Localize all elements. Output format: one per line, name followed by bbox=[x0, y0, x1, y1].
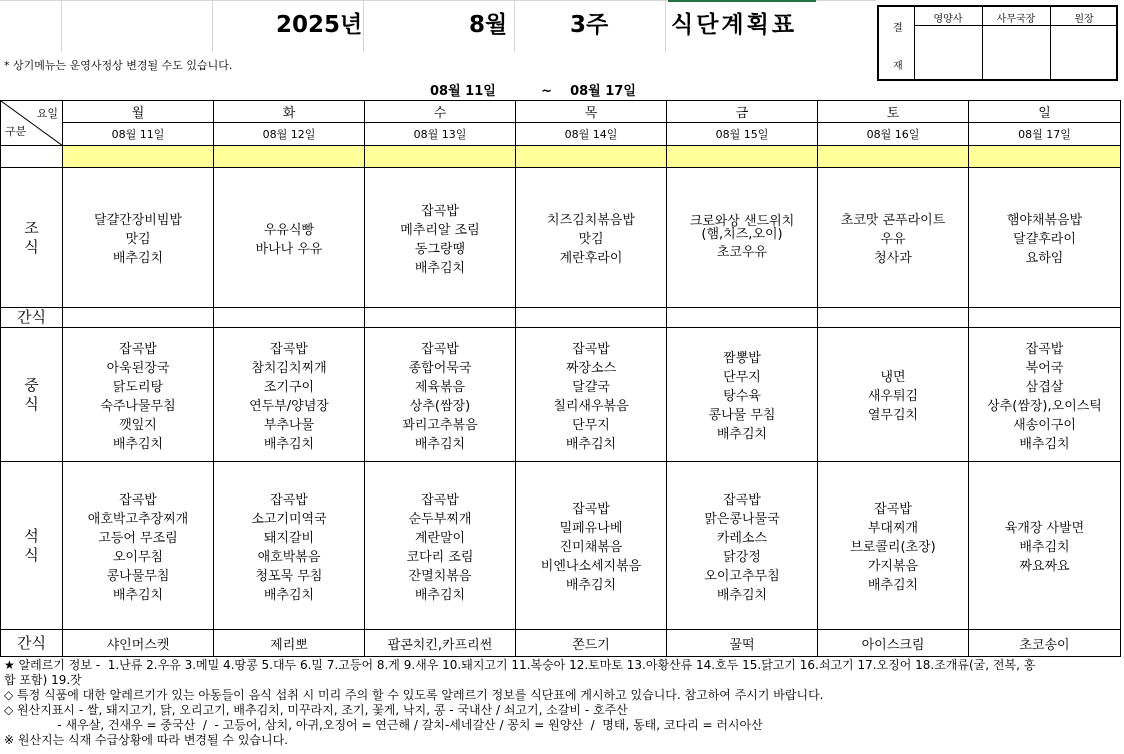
page-title: 식단계획표 bbox=[671, 12, 798, 38]
dinner-item: 계란말이 bbox=[414, 530, 466, 546]
dinner-item: 돼지갈비 bbox=[263, 530, 315, 546]
breakfast-item: 요하임 bbox=[1025, 251, 1064, 266]
lunch-item: 짜장소스 bbox=[565, 360, 617, 376]
lunch-item: 냉면 bbox=[880, 370, 906, 385]
date-header: 08월 16일 bbox=[818, 123, 969, 146]
lunch-item: 칠리새우볶음 bbox=[553, 398, 629, 414]
breakfast-item: 달걀간장비빔밥 bbox=[94, 213, 182, 228]
breakfast-cell[interactable] bbox=[365, 168, 516, 308]
gridline bbox=[212, 0, 213, 52]
highlight-cell[interactable] bbox=[214, 146, 365, 168]
snack2-cell[interactable]: 샤인머스켓 bbox=[63, 630, 214, 657]
lunch-item: 탕수육 bbox=[723, 389, 761, 404]
lunch-item: 깻잎지 bbox=[119, 417, 157, 433]
highlight-cell[interactable] bbox=[969, 146, 1121, 168]
lunch-item: 배추김치 bbox=[716, 427, 768, 442]
dinner-label: 석 식 bbox=[1, 462, 63, 630]
snack2-cell[interactable]: 초코송이 bbox=[969, 630, 1121, 657]
gridline bbox=[363, 0, 364, 52]
snack1-cell[interactable] bbox=[516, 308, 667, 328]
lunch-cell[interactable] bbox=[667, 328, 818, 462]
date-header: 08월 11일 bbox=[63, 123, 214, 146]
breakfast-item: 배추김치 bbox=[112, 251, 164, 266]
gridline bbox=[665, 0, 666, 52]
dinner-item: 진미채볶음 bbox=[559, 540, 623, 555]
snack2-label: 간식 bbox=[1, 630, 63, 657]
year-label: 2025년 bbox=[276, 12, 363, 38]
dinner-item: 잡곡밥 bbox=[119, 492, 157, 508]
note-line: ◇ 원산지표시 - 쌀, 돼지고기, 닭, 오리고기, 배추김치, 미꾸라지, 조기, 꽃게, 낙지, 콩 - 국내산 / 쇠고기, 소갈비 - 호주산 bbox=[4, 703, 628, 717]
lunch-cell[interactable] bbox=[214, 328, 365, 462]
breakfast-cell[interactable] bbox=[667, 168, 818, 308]
date-header: 08월 14일 bbox=[516, 123, 667, 146]
lunch-item: 조기구이 bbox=[263, 379, 315, 395]
lunch-item: 종합어묵국 bbox=[408, 360, 472, 376]
notes-section bbox=[4, 658, 1035, 748]
week-label: 3주 bbox=[570, 12, 609, 38]
approval-role-nutritionist: 영양사 bbox=[933, 14, 963, 25]
corner-day-label: 요일 bbox=[36, 107, 58, 120]
date-header: 08월 13일 bbox=[365, 123, 516, 146]
dinner-cell[interactable] bbox=[969, 462, 1121, 630]
dinner-cell[interactable] bbox=[667, 462, 818, 630]
breakfast-item: 맛김 bbox=[125, 232, 151, 247]
lunch-item: 잡곡밥 bbox=[421, 341, 459, 357]
breakfast-item: 크로와상 샌드위치 (햄,치즈,오이) bbox=[689, 214, 795, 242]
breakfast-item: 달걀후라이 bbox=[1013, 232, 1076, 247]
breakfast-item: 우유 bbox=[880, 232, 906, 247]
dinner-item: 밀페유나베 bbox=[559, 521, 623, 536]
day-header: 금 bbox=[667, 101, 818, 123]
highlight-cell[interactable] bbox=[365, 146, 516, 168]
dinner-item: 브로콜리(초장) bbox=[850, 540, 936, 555]
lunch-item: 열무김치 bbox=[867, 408, 919, 423]
approval-role-director: 원장 bbox=[1074, 14, 1094, 25]
lunch-item: 연두부/양념장 bbox=[249, 398, 329, 414]
dinner-item: 짜요짜요 bbox=[1019, 559, 1070, 574]
lunch-item: 참치김치찌개 bbox=[251, 360, 327, 376]
lunch-item: 잡곡밥 bbox=[270, 341, 308, 357]
approval-role-manager: 사무국장 bbox=[996, 14, 1036, 25]
note-line: - 새우살, 건새우 = 중국산 / - 고등어, 삼치, 아귀,오징어 = 연근해 / 갈치-세네갈산 / 꽁치 = 원양산 / 명태, 동태, 코다리 = 러시아산 bbox=[4, 718, 763, 732]
snack1-cell[interactable] bbox=[365, 308, 516, 328]
lunch-cell[interactable] bbox=[365, 328, 516, 462]
dinner-item: 잡곡밥 bbox=[270, 492, 308, 508]
lunch-item: 상추(쌈장) bbox=[409, 398, 471, 414]
breakfast-item: 청사과 bbox=[874, 251, 912, 266]
lunch-item: 배추김치 bbox=[112, 436, 164, 452]
approval-label-top: 결 bbox=[893, 23, 903, 34]
dinner-cell[interactable] bbox=[818, 462, 969, 630]
dinner-cell[interactable] bbox=[365, 462, 516, 630]
dinner-item: 순두부찌개 bbox=[408, 511, 472, 527]
dinner-item: 잡곡밥 bbox=[874, 502, 912, 517]
corner-header-cell bbox=[1, 101, 63, 146]
breakfast-item: 배추김치 bbox=[414, 260, 466, 276]
dinner-item: 콩나물무침 bbox=[106, 568, 170, 584]
approval-label-bottom: 재 bbox=[893, 61, 903, 72]
breakfast-cell[interactable] bbox=[969, 168, 1121, 308]
selected-column-marker bbox=[668, 0, 816, 2]
lunch-label: 중 식 bbox=[1, 328, 63, 462]
lunch-item: 배추김치 bbox=[263, 436, 315, 452]
breakfast-cell[interactable] bbox=[63, 168, 214, 308]
breakfast-cell[interactable] bbox=[516, 168, 667, 308]
breakfast-item: 초코맛 콘푸라이트 bbox=[840, 213, 946, 228]
breakfast-cell[interactable] bbox=[818, 168, 969, 308]
dinner-item: 닭강정 bbox=[723, 549, 761, 565]
highlight-cell[interactable] bbox=[667, 146, 818, 168]
dinner-item: 육개장 사발면 bbox=[1004, 521, 1085, 536]
dinner-item: 고등어 무조림 bbox=[98, 530, 178, 546]
date-header: 08월 15일 bbox=[667, 123, 818, 146]
lunch-item: 새우튀김 bbox=[867, 389, 919, 404]
note-line: ◇ 특정 식품에 대한 알레르기가 있는 아동들이 음식 섭취 시 미리 주의 할 수 있도록 알레르기 정보를 식단표에 게시하고 있습니다. 참고하여 주시기 바랍니다. bbox=[4, 688, 824, 702]
dinner-item: 카레소스 bbox=[716, 530, 768, 546]
date-range: 08월 11일 ~ 08월 17일 bbox=[430, 84, 636, 99]
breakfast-cell[interactable] bbox=[214, 168, 365, 308]
dinner-item: 잔멸치볶음 bbox=[408, 568, 472, 584]
dinner-item: 배추김치 bbox=[112, 587, 164, 603]
snack1-cell[interactable] bbox=[818, 308, 969, 328]
day-header: 월 bbox=[63, 101, 214, 123]
lunch-item: 단무지 bbox=[723, 370, 761, 385]
breakfast-item: 햄야채볶음밥 bbox=[1006, 213, 1083, 228]
approval-sign-cell[interactable] bbox=[915, 26, 982, 78]
dinner-cell[interactable] bbox=[516, 462, 667, 630]
breakfast-item: 맛김 bbox=[578, 232, 604, 247]
highlight-cell[interactable] bbox=[63, 146, 214, 168]
lunch-cell[interactable] bbox=[969, 328, 1121, 462]
date-header: 08월 17일 bbox=[969, 123, 1121, 146]
lunch-item: 짬뽕밥 bbox=[723, 351, 761, 366]
note-line: ★ 알레르기 정보 - 1.난류 2.우유 3.메밀 4.땅콩 5.대두 6.밀 7.고등어 8.게 9.새우 10.돼지고기 11.복숭아 12.토마토 13.아황산류 14.호두 15.닭고기 16.쇠고기 17.오징어 18.조개류(굴, 전복, 홍 bbox=[4, 658, 1036, 672]
day-header: 화 bbox=[214, 101, 365, 123]
note-line: 합 포함) 19.잣 bbox=[4, 673, 82, 687]
dinner-item: 배추김치 bbox=[716, 587, 768, 603]
snack2-cell[interactable]: 팝콘치킨,카프리썬 bbox=[365, 630, 516, 657]
day-header: 목 bbox=[516, 101, 667, 123]
dinner-item: 애호박볶음 bbox=[257, 549, 321, 565]
lunch-item: 북어국 bbox=[1025, 360, 1064, 376]
breakfast-item: 우유식빵 bbox=[263, 222, 315, 238]
dinner-item: 잡곡밥 bbox=[421, 492, 459, 508]
snack2-cell[interactable]: 아이스크림 bbox=[818, 630, 969, 657]
lunch-item: 달걀국 bbox=[572, 379, 610, 395]
dinner-item: 청포묵 무침 bbox=[255, 568, 323, 584]
dinner-item: 잡곡밥 bbox=[572, 502, 610, 517]
lunch-item: 아욱된장국 bbox=[106, 360, 170, 376]
snack2-cell[interactable]: 제리뽀 bbox=[214, 630, 365, 657]
highlight-cell[interactable] bbox=[818, 146, 969, 168]
day-header: 일 bbox=[969, 101, 1121, 123]
dinner-cell[interactable] bbox=[214, 462, 365, 630]
snack1-cell[interactable] bbox=[667, 308, 818, 328]
lunch-item: 잡곡밥 bbox=[119, 341, 157, 357]
menu-change-note: * 상기메뉴는 운영사정상 변경될 수도 있습니다. bbox=[4, 59, 233, 72]
dinner-item: 맑은콩나물국 bbox=[704, 511, 780, 527]
lunch-item: 배추김치 bbox=[1019, 436, 1070, 452]
lunch-item: 제육볶음 bbox=[414, 379, 466, 395]
lunch-cell[interactable] bbox=[63, 328, 214, 462]
lunch-item: 숙주나물무침 bbox=[100, 398, 176, 414]
dinner-item: 배추김치 bbox=[867, 578, 919, 593]
lunch-item: 콩나물 무침 bbox=[708, 408, 776, 423]
dinner-item: 배추김치 bbox=[414, 587, 466, 603]
lunch-item: 꽈리고추볶음 bbox=[402, 417, 478, 433]
lunch-item: 단무지 bbox=[572, 417, 610, 433]
highlight-cell[interactable] bbox=[516, 146, 667, 168]
dinner-item: 배추김치 bbox=[263, 587, 315, 603]
breakfast-item: 동그랑땡 bbox=[414, 241, 466, 257]
lunch-item: 배추김치 bbox=[565, 436, 617, 452]
gridline bbox=[514, 0, 515, 52]
breakfast-item: 잡곡밥 bbox=[421, 203, 459, 219]
dinner-cell[interactable] bbox=[63, 462, 214, 630]
month-label: 8월 bbox=[469, 12, 508, 38]
dinner-item: 오이무침 bbox=[112, 549, 164, 565]
approval-box bbox=[877, 5, 1118, 81]
meal-plan-table bbox=[0, 100, 1121, 657]
lunch-item: 잡곡밥 bbox=[1025, 341, 1064, 357]
dinner-item: 애호박고추장찌개 bbox=[87, 511, 189, 527]
day-header: 수 bbox=[365, 101, 516, 123]
breakfast-item: 계란후라이 bbox=[559, 251, 623, 266]
breakfast-item: 바나나 우유 bbox=[255, 241, 323, 257]
snack1-cell[interactable] bbox=[63, 308, 214, 328]
lunch-cell[interactable] bbox=[516, 328, 667, 462]
empty-cell bbox=[1, 146, 63, 168]
corner-category-label: 구분 bbox=[5, 125, 27, 138]
breakfast-item: 메추리알 조림 bbox=[400, 222, 480, 238]
dinner-item: 잡곡밥 bbox=[723, 492, 761, 508]
lunch-item: 잡곡밥 bbox=[572, 341, 610, 357]
breakfast-item: 초코우유 bbox=[716, 245, 768, 260]
dinner-item: 오이고추무침 bbox=[704, 568, 780, 584]
dinner-item: 배추김치 bbox=[1019, 540, 1070, 555]
snack2-cell[interactable]: 꿀떡 bbox=[667, 630, 818, 657]
approval-sign-cell[interactable] bbox=[1051, 26, 1118, 78]
dinner-item: 비엔나소세지볶음 bbox=[540, 559, 642, 574]
dinner-item: 가지볶음 bbox=[867, 559, 919, 574]
lunch-cell[interactable] bbox=[818, 328, 969, 462]
gridline bbox=[61, 0, 62, 52]
lunch-item: 상추(쌈장),오이스틱 bbox=[987, 398, 1102, 414]
snack1-label: 간식 bbox=[1, 308, 63, 328]
approval-sign-cell[interactable] bbox=[983, 26, 1050, 78]
dinner-item: 배추김치 bbox=[565, 578, 617, 593]
snack1-cell[interactable] bbox=[214, 308, 365, 328]
lunch-item: 닭도리탕 bbox=[112, 379, 164, 395]
lunch-item: 삼겹살 bbox=[1025, 379, 1064, 395]
note-line: ※ 원산지는 식재 수급상황에 따라 변경될 수 있습니다. bbox=[4, 733, 289, 747]
lunch-item: 부추나물 bbox=[263, 417, 315, 433]
lunch-item: 배추김치 bbox=[414, 436, 466, 452]
lunch-item: 새송이구이 bbox=[1013, 417, 1076, 433]
dinner-item: 소고기미역국 bbox=[251, 511, 327, 527]
dinner-item: 부대찌개 bbox=[867, 521, 919, 536]
breakfast-item: 치즈김치볶음밥 bbox=[547, 213, 635, 228]
date-header: 08월 12일 bbox=[214, 123, 365, 146]
snack1-cell[interactable] bbox=[969, 308, 1121, 328]
breakfast-label: 조 식 bbox=[1, 168, 63, 308]
day-header: 토 bbox=[818, 101, 969, 123]
snack2-cell[interactable]: 쫀드기 bbox=[516, 630, 667, 657]
dinner-item: 코다리 조림 bbox=[406, 549, 474, 565]
